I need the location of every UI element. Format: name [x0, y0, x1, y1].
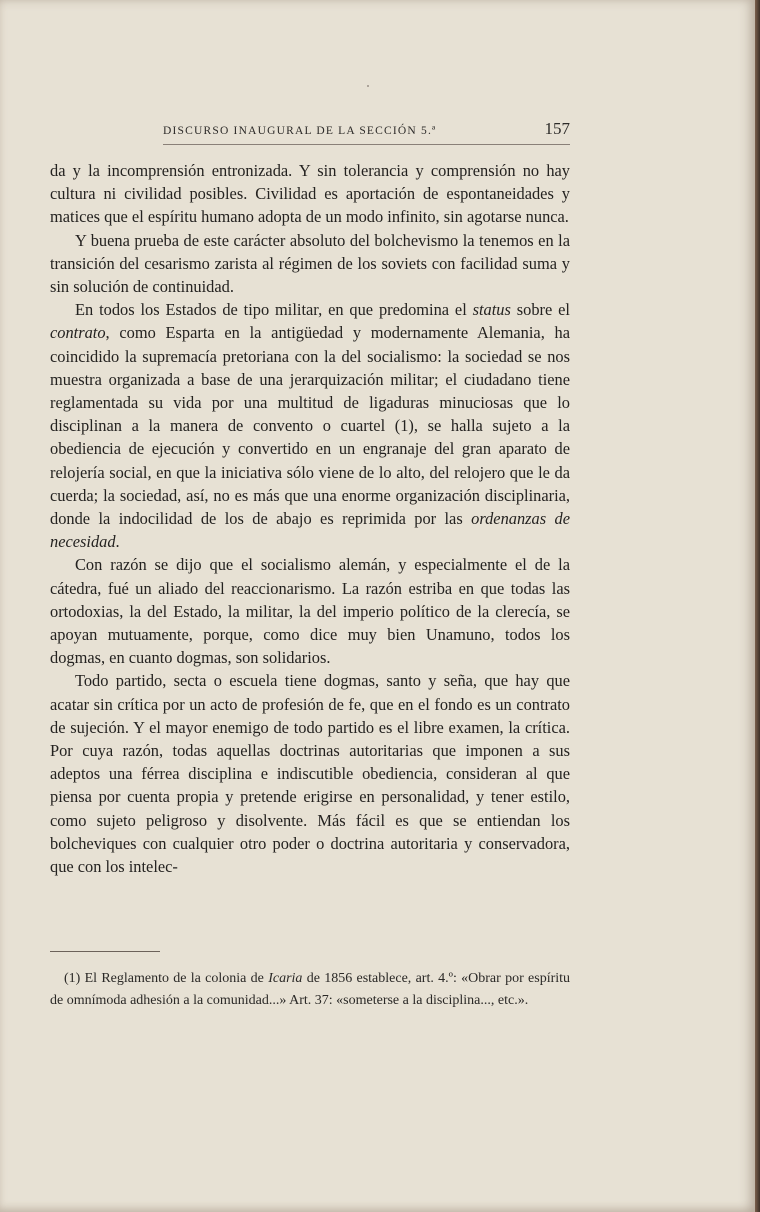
footnote-rule — [50, 951, 160, 952]
footnote-part-b: de 1856 establece, art. 4.º: «Obrar por espíritu de omnímoda adhesión a la comunidad...» Art. 37: «someterse a la disciplina..., etc.». — [50, 971, 571, 1008]
paragraph-2: Y buena prueba de este carácter absoluto del bolchevismo la tenemos en la transición del cesarismo zarista al régimen de los soviets con facilidad suma y sin solución de continuidad. — [50, 230, 570, 297]
icaria-term: Icaria — [268, 971, 303, 986]
paragraph-4: Con razón se dijo que el socialismo alemán, y especialmente el de la cátedra, fué un aliado del reaccionarismo. La razón estriba en que todas las ortodoxias, la del Estado, la militar, la del imperio político de la clerecía, se apoyan mutuamente, porque, como dice muy bien Unamuno, todos los dogmas, en cuanto dogmas, son solidarios. — [50, 555, 570, 668]
page-header — [163, 118, 570, 145]
footnote-part-a: (1) El Reglamento de la colonia de — [64, 971, 264, 986]
paragraph-3-part-c: , como Esparta en la antigüedad y modernamente Alemania, ha coincidido la supremacía pretoriana con la del socialismo: la — [50, 323, 570, 366]
paragraph-3-end: . — [115, 532, 120, 552]
paragraph-3-part-a: En todos los Estados de tipo militar, en que predomina el — [75, 300, 467, 320]
paragraph-3 — [50, 298, 570, 553]
body-text — [50, 159, 570, 878]
status-term: status — [472, 300, 511, 320]
paragraph-3-part-b: sobre el — [516, 300, 570, 320]
running-head: DISCURSO INAUGURAL DE LA SECCIÓN 5.ª — [163, 125, 437, 137]
footnote — [50, 968, 570, 1012]
paragraph-5: Todo partido, secta o escuela tiene dogmas, santo y seña, que hay que acatar sin crítica por un acto de profesión de fe, que en el fondo es un contrato de sujeción. Y el mayor enemigo de todo partido es el libre examen, la crítica. Por cuya razón, todas aquellas doctrinas autoritarias que imponen a sus adeptos una férrea disciplina e indiscutible obediencia, consideran al que piensa por cuenta propia y pretende erigirse en personalidad, y tener estilo, como sujeto peligroso y disolvente. Más fácil es que se entiendan los bolcheviques con cualquier otro poder o doctrina autoritaria y conservadora, que con los intelec- — [50, 671, 570, 877]
contrato-term: contrato — [50, 323, 106, 343]
ordenanzas-term: ordenanzas de necesidad — [50, 509, 570, 552]
paragraph-3-part-d: sociedad se nos muestra organizada a base de una jerarquización militar; el ciudadano tiene reglamentada su vida por una multitud de ligaduras minuciosas que lo disciplinan a la manera de convento o cuartel (1), se halla sujeto a la obediencia de ejecución y convertido en un engranaje del gran aparato de relojería social, en que la iniciativa sólo viene de lo alto, del relojero que le da cuerda; la sociedad, así, no es más que una enorme organización disciplinaria, donde la indocilidad de los de abajo es reprimida por las — [50, 346, 570, 529]
page-number: 157 — [544, 119, 570, 138]
paper-speck — [367, 85, 369, 87]
page-edge — [755, 0, 760, 1212]
paragraph-1: da y la incomprensión entronizada. Y sin tolerancia y comprensión no hay cultura ni civilidad posibles. Civilidad es aportación de espontaneidades y matices que el espíritu humano adopta de un modo infinito, sin agotarse nunca. — [50, 161, 570, 227]
